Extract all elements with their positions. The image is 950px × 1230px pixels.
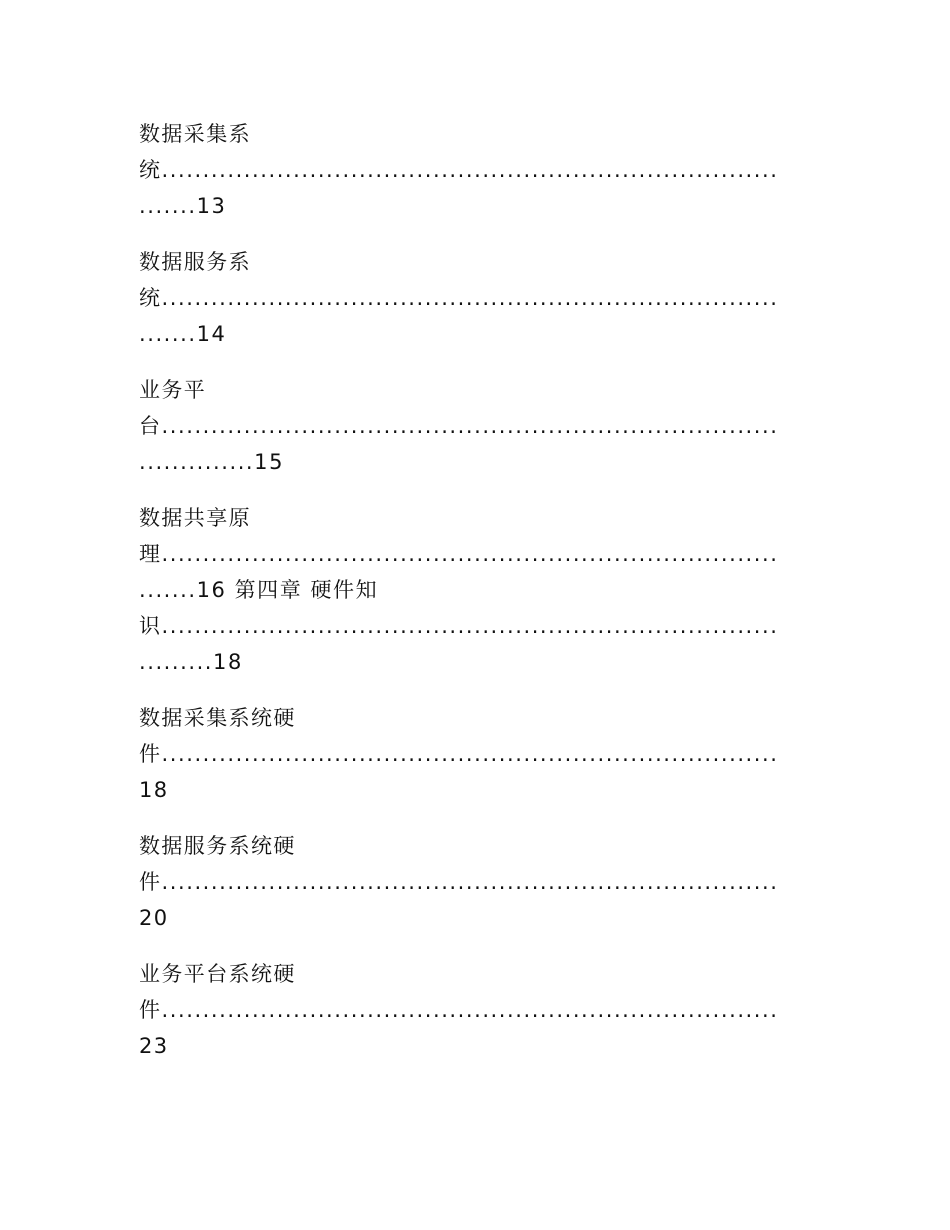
toc-entry-page-number: .........18 (139, 650, 243, 674)
toc-entry-title: 数据采集系 (139, 122, 251, 146)
toc-entry-page-number: .......13 (139, 194, 227, 218)
toc-entry-data-service-system (139, 244, 807, 352)
toc-entry-page-number: .......14 (139, 322, 227, 346)
toc-entry-page-number-and-chapter: .......16 第四章 硬件知 (139, 578, 379, 602)
toc-entry-title: 业务平台系统硬 (139, 962, 296, 986)
toc-entry-title: 业务平 (139, 378, 207, 402)
toc-entry-data-collection-hardware (139, 700, 807, 808)
toc-entry-page-number: ..............15 (139, 450, 284, 474)
toc-entry-page-number: 18 (139, 778, 169, 802)
toc-entry-business-platform-hardware (139, 956, 807, 1064)
toc-entry-data-collection-system (139, 116, 807, 224)
toc-entry-page-number: 23 (139, 1034, 169, 1058)
toc-entry-data-service-hardware (139, 828, 807, 936)
toc-entry-leader: 识........................................................................... (139, 614, 779, 638)
toc-entry-leader: 统........................................................................... (139, 286, 779, 310)
table-of-contents (139, 116, 807, 1084)
toc-entry-title: 数据采集系统硬 (139, 706, 296, 730)
toc-entry-business-platform (139, 372, 807, 480)
toc-entry-title: 数据共享原 (139, 506, 251, 530)
toc-entry-leader: 件........................................................................... (139, 742, 779, 766)
toc-entry-title: 数据服务系统硬 (139, 834, 296, 858)
toc-entry-leader: 台........................................................................... (139, 414, 779, 438)
toc-entry-leader: 统........................................................................... (139, 158, 779, 182)
toc-entry-leader: 理........................................................................... (139, 542, 779, 566)
toc-entry-leader: 件........................................................................... (139, 870, 779, 894)
toc-entry-leader: 件........................................................................... (139, 998, 779, 1022)
toc-entry-title: 数据服务系 (139, 250, 251, 274)
toc-entry-data-sharing-principle (139, 500, 807, 680)
toc-entry-page-number: 20 (139, 906, 169, 930)
